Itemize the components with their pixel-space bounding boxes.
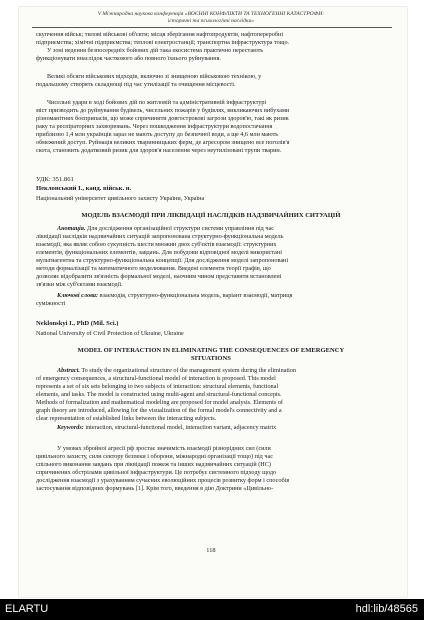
abstract-en-label: Abstract.	[57, 367, 80, 374]
text-line: цивільного захисту, сили сектору безпеки і оборони, міжнародні організації тощо) під час	[36, 453, 273, 460]
text-line: спричинених обстрілами цивільної інфраструктури. Це потребує системного підходу щодо	[36, 469, 277, 476]
running-head-line-2: історичні та психологічні наслідки»	[167, 18, 255, 24]
text-line: взаємодії, яка являє собою сукупність шести множин двох суб'єктів взаємодії: структурних	[36, 241, 277, 248]
keywords-ua-first-text: взаємодія, структурно-функціональна модель, варіант взаємодії, матриця	[99, 292, 293, 299]
text-line: приблизно 1,4 млн українців зараз не мають доступу до безпечної води, а ще 4,6 млн мають	[36, 131, 279, 138]
abstract-ua-first-text: Для дослідження організаційної структури системи управління під час	[87, 225, 274, 232]
page-number: 118	[206, 547, 216, 554]
udc-code: УДК: 351.861	[36, 176, 74, 183]
text-line: суміжності	[36, 300, 66, 307]
abstract-ua-label: Анотація.	[57, 225, 86, 232]
text-line: різноманітних боєприпасів, що може спричинити довгострокові загрози здоров'ю, такі як ризик	[36, 115, 289, 122]
text-line: of emergency consequences, a structural-functional model of interaction is proposed. This model	[36, 375, 276, 382]
text-line: мультиагентна та структурно-функціональна концепції. Для дослідження моделі запропоновані	[36, 257, 289, 264]
author-ua: Неклонський І., канд. військ. н.	[36, 185, 132, 192]
text-line: методи формалізації та математичного моделювання. Введені елементи теорії графів, що	[36, 265, 271, 272]
keywords-en-line	[57, 424, 276, 432]
text-line: дослідження взаємодії з урахуванням сучасних еволюційних процесів розвитку форм і способів	[36, 477, 290, 484]
text-line: застосування відповідних формувань [1]. Крім того, введення в дію Доктрини «Цивільно-	[36, 485, 274, 492]
text-line: дозволяє відобразити зв'язність формальної моделі, наочним чином представити встановлені	[36, 273, 282, 280]
footer-handle: hdl:lib/48565	[355, 603, 418, 615]
text-line: clear representation of established links between the interacting subjects.	[36, 415, 217, 422]
footer-left-label: ELARTU	[5, 603, 49, 615]
text-line: елементів, функціональних елементів, завдань. Для побудови відповідної моделі використані	[36, 249, 282, 256]
text-line: підприємства; хімічні підприємства; теплові електростанції; транспортна інфраструктура тощо.	[36, 39, 290, 46]
abstract-en-first-line	[57, 367, 296, 375]
title-ua: МОДЕЛЬ ВЗАЄМОДІЇ ПРИ ЛІКВІДАЦІЇ НАСЛІДКІВ НАДЗВИЧАЙНИХ СИТУАЦІЙ	[81, 212, 341, 219]
author-en: Neklonskyi I., PhD (Mil. Sci.)	[36, 320, 119, 327]
text-line: скота, становить додатковий ризик для здоров'я населення через неутилізовані трупи тварин.	[36, 147, 282, 154]
text-line: міст призводить до руйнування будівель, чисельних пожарів у будівлях, викликаючих вибухами	[36, 107, 290, 114]
abstract-ua-first-line	[57, 225, 274, 233]
text-line: represents a set of six sets belonging to two subjects of interaction: structural elements, functional	[36, 383, 279, 390]
abstract-en-first-text: To study the organizational structure of the management system during the elimination	[81, 367, 297, 374]
text-line: подальшому створять складнощі під час утилізації та очищення місцевості.	[36, 81, 236, 88]
text-line: У зоні ведення безпосередніх бойових дій така екосистема практично перестають	[47, 47, 264, 54]
text-line: Чисельні удари в ході бойових дій по житловій та адміністративній інфраструктурі	[47, 99, 267, 106]
header-rule	[32, 27, 392, 28]
affiliation-en: National University of Civil Protection of Ukraine, Ukraine	[36, 330, 184, 337]
text-line: Methods of formalization and mathematical modeling are proposed for model analysis. Elements of	[36, 399, 283, 406]
keywords-ua-label: Ключові слова:	[57, 292, 99, 299]
keywords-en-text: interaction, structural-functional model, interaction variant, adjacency matrix	[85, 424, 277, 431]
title-en-line-1: MODEL OF INTERACTION IN ELIMINATING THE CONSEQUENCES OF EMERGENCY	[77, 347, 345, 354]
text-line: скупчення військ; тилові військові об'єкти; місця зберігання нафтопродуктів, нафтопереробні	[36, 31, 284, 38]
affiliation-ua: Національний університет цивільного захисту України, Україна	[36, 195, 205, 202]
text-line: У умовах збройної агресії рф зростає значимість взаємодії різнорідних сил (сили	[57, 445, 271, 452]
text-line: elements, and tasks. The model is constructed using multi-agent and structural-functional concepts.	[36, 391, 282, 398]
running-head-line-1: V Міжнародна наукова конференція «ВОЄННІ КОНФЛІКТИ ТА ТЕХНОГЕННІ КАТАСТРОФИ:	[97, 11, 325, 17]
keywords-en-label: Keywords:	[57, 424, 84, 431]
repository-footer-bar	[0, 599, 424, 620]
keywords-ua-first-line	[57, 292, 292, 300]
text-line: Великі обсяги військових відходів, включно зі знищеною військовою технікою, у	[47, 73, 262, 80]
title-en-line-2: SITUATIONS	[190, 355, 231, 362]
text-line: graph theory are introduced, allowing for the visualization of the formal model's connectivity and a	[36, 407, 282, 414]
text-line: функціонувати внаслідок часткового або повного їхнього руйнування.	[36, 55, 221, 62]
text-line: раку та респіраторних захворювань. Через пошкодження інфраструктури водопостачання	[36, 123, 273, 130]
text-line: зв'язки між суб'єктами взаємодії.	[36, 281, 123, 288]
document-page	[19, 7, 407, 597]
text-line: спільного виконання завдань при ліквідації пожеж та інших надзвичайних ситуацій (НС)	[36, 461, 271, 468]
text-line: ліквідації наслідків надзвичайних ситуацій запропонована структурно-функціональна модель	[36, 233, 284, 240]
text-line: обмежений доступ. Руйнація великих тваринницьких ферм, де агресором знищено все поголів'я	[36, 139, 290, 146]
